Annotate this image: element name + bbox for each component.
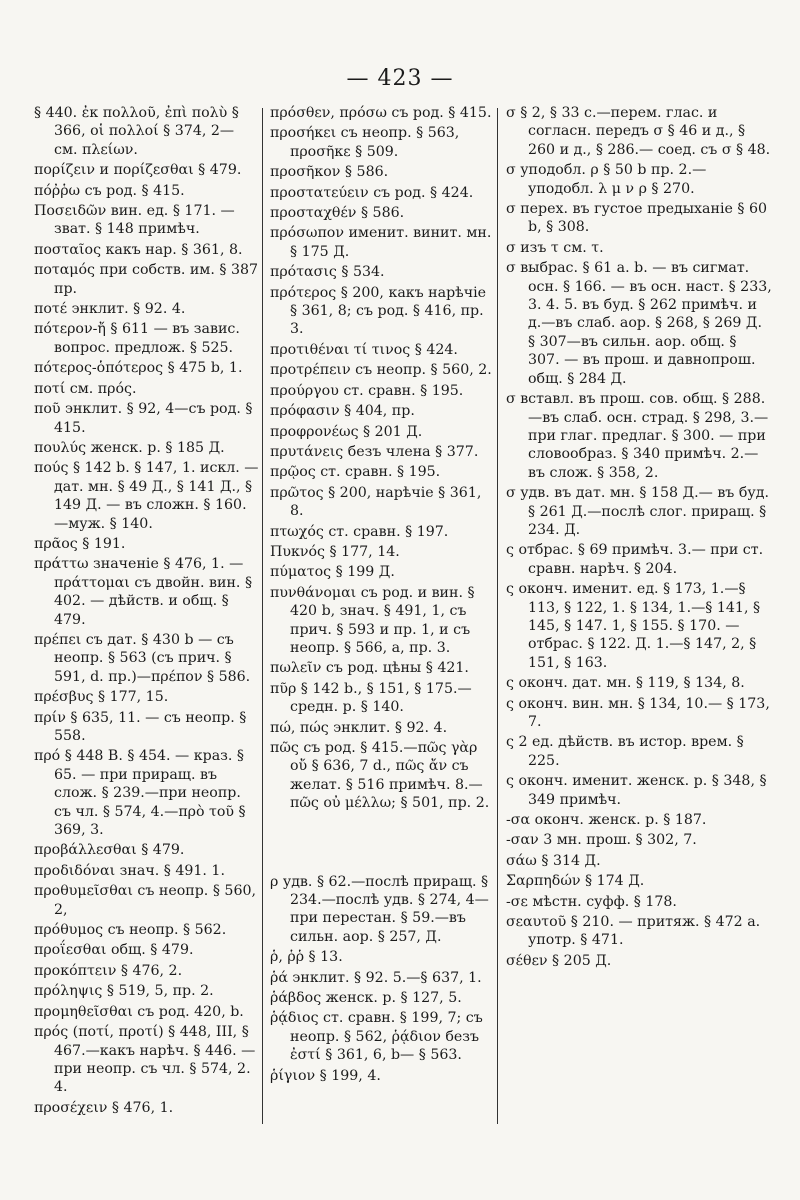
index-entry: προΐεσθαι общ. § 479. xyxy=(34,942,194,959)
index-entry: προσέχειν § 476, 1. xyxy=(34,1099,174,1116)
index-entry: πρῷος ст. сравн. § 195. xyxy=(270,464,441,481)
index-entry: ποῦ энклит. § 92, 4—съ род. § 415. xyxy=(34,401,253,436)
index-entry: πτωχός ст. сравн. § 197. xyxy=(270,523,449,540)
index-entry: σ § 2, § 33 с.—перем. глас. и согласн. передъ σ § 46 и д., § 260 и д., § 286.— соед. съ σ § 48. xyxy=(506,105,771,158)
index-entry: πρέσβυς § 177, 15. xyxy=(34,689,169,706)
index-entry: πρέπει съ дат. § 430 b — съ неопр. § 563 (съ прич. § 591, d. пр.)—πρέπον § 586. xyxy=(34,631,251,685)
index-entry: προσταχθέν § 586. xyxy=(270,205,405,222)
index-entry: Ποσειδῶν вин. ед. § 171. — зват. § 148 примѣч. xyxy=(34,203,235,238)
index-entry: πρότασις § 534. xyxy=(270,264,385,281)
index-entry: σ удв. въ дат. мн. § 158 Д.— въ буд. § 261 Д.—послѣ слог. приращ. § 234. Д. xyxy=(506,485,769,538)
index-entry: πούς § 142 b. § 147, 1. искл. —дат. мн. § 49 Д., § 141 Д., § 149 Д. — въ сложн. § 160.—муж. § 140. xyxy=(34,460,259,532)
index-entry: προσήκει съ неопр. § 563, προσῆκε § 509. xyxy=(270,125,460,160)
index-entry: προσῆκον § 586. xyxy=(270,164,389,181)
index-entry: -σαν 3 мн. прош. § 302, 7. xyxy=(506,832,697,849)
index-entry: ποσταῖος какъ нар. § 361, 8. xyxy=(34,241,243,258)
index-entry: πωλεῖν съ род. цѣны § 421. xyxy=(270,660,469,677)
index-entry: Σαρπηδών § 174 Д. xyxy=(506,873,645,890)
index-entry: σ изъ τ см. τ. xyxy=(506,239,604,256)
index-entry: πρῶτος § 200, нарѣчіе § 361, 8. xyxy=(270,484,482,520)
index-entry: σεαυτοῦ § 210. — притяж. § 472 а. употр. § 471. xyxy=(506,914,761,949)
index-column-2-rho xyxy=(270,873,496,1085)
index-column-3 xyxy=(506,104,772,972)
index-entry: σ уподобл. ρ § 50 b пр. 2.— уподобл. λ μ ν ρ § 270. xyxy=(506,162,707,197)
index-entry: Πυκνός § 177, 14. xyxy=(270,543,400,560)
index-entry: προστατεύειν съ род. § 424. xyxy=(270,184,474,201)
index-entry: προτρέπειν съ неопр. § 560, 2. xyxy=(270,362,492,379)
index-entry: πρόσωπον именит. винит. мн. § 175 Д. xyxy=(270,225,492,260)
index-entry: ῥίγιον § 199, 4. xyxy=(270,1067,381,1084)
index-entry: ς оконч. именит. женск. р. § 348, § 349 примѣч. xyxy=(506,773,767,808)
index-entry: ς оконч. вин. мн. § 134, 10.— § 173, 7. xyxy=(506,695,770,730)
index-entry: σάω § 314 Д. xyxy=(506,852,601,869)
index-entry: πύματος § 199 Д. xyxy=(270,564,395,581)
index-entry: πρυτάνεις безъ члена § 377. xyxy=(270,443,479,460)
index-entry: ς оконч. именит. ед. § 173, 1.—§ 113, § 122, 1. § 134, 1.—§ 141, § 145, § 147. 1, § 155. § 170. — отбрас. § 122. Д. 1.—§ 147, 2, § 151, § 163. xyxy=(506,581,761,671)
index-entry: προκόπτειν § 476, 2. xyxy=(34,962,183,979)
index-entry: σέθεν § 205 Д. xyxy=(506,952,612,969)
index-entry: ς оконч. дат. мн. § 119, § 134, 8. xyxy=(506,675,745,692)
index-entry: προθυμεῖσθαι съ неопр. § 560, 2, xyxy=(34,883,257,918)
index-entry: ς 2 ед. дѣйств. въ истор. врем. § 225. xyxy=(506,734,744,769)
index-entry: πρότερος § 200, какъ нарѣчіе § 361, 8; съ род. § 416, пр. 3. xyxy=(270,284,487,338)
index-entry: ῥᾴδιος ст. сравн. § 199, 7; съ неопр. § 562, ῥᾴδιον безъ ἐστί § 361, 6, b— § 563. xyxy=(270,1010,483,1064)
column-divider xyxy=(497,108,498,1124)
index-entry: πρᾶος § 191. xyxy=(34,535,126,552)
index-entry: ῥά энклит. § 92. 5.—§ 637, 1. xyxy=(270,969,482,986)
index-entry: πρόφασιν § 404, пр. xyxy=(270,403,415,420)
index-entry: πρόσθεν, πρόσω съ род. § 415. xyxy=(270,105,492,121)
index-entry: πρό § 448 В. § 454. — краз. § 65. — при приращ. въ слож. § 239.—при неопр. съ чл. § 574, 4.—πρὸ τοῦ § 369, 3. xyxy=(34,748,246,839)
index-entry: προφρονέως § 201 Д. xyxy=(270,423,423,440)
index-entry: ποτί см. πρός. xyxy=(34,380,137,397)
index-entry: πότερον-ἤ § 611 — въ завис. вопрос. предлож. § 525. xyxy=(34,321,240,356)
index-entry: πρός (ποτί, προτί) § 448, III, § 467.—какъ нарѣч. § 446. —при неопр. съ чл. § 574, 2. 4. xyxy=(34,1024,256,1096)
index-entry: ποτέ энклит. § 92. 4. xyxy=(34,301,186,318)
index-entry: προμηθεῖσθαι съ род. 420, b. xyxy=(34,1003,244,1020)
index-entry: πῶς съ род. § 415.—πῶς γὰρ οὔ § 636, 7 d., πῶς ἄν съ желат. § 516 примѣч. 8.— πῶς οὐ μέλλω; § 501, пр. 2. xyxy=(270,740,490,812)
index-entry: ποταμός при собств. им. § 387 пр. xyxy=(34,262,259,297)
index-entry: πώ, πώς энклит. § 92. 4. xyxy=(270,719,448,736)
index-column-2 xyxy=(270,104,496,1087)
index-entry: πρόληψις § 519, 5, пр. 2. xyxy=(34,983,214,1000)
index-column-1 xyxy=(34,104,260,1119)
index-entry: ῥ, ῥῥ § 13. xyxy=(270,949,343,966)
index-entry: προτιθέναι τί τινος § 424. xyxy=(270,341,458,358)
index-entry: ῥάβδος женск. р. § 127, 5. xyxy=(270,990,462,1007)
index-entry: § 440. ἐκ πολλοῦ, ἐπὶ πολὺ § 366, οἱ πολλοί § 374, 2— см. πλείων. xyxy=(34,105,239,158)
index-entry: σ перех. въ густое предыханіе § 60 b, § 308. xyxy=(506,201,768,236)
index-entry: πρόθυμος съ неопр. § 562. xyxy=(34,922,227,939)
index-entry: σ выбрас. § 61 а. b. — въ сигмат. осн. § 166. — въ осн. наст. § 233, 3. 4. 5. въ буд. § 262 примѣч. и д.—въ слаб. аор. § 268, § 269 Д. § 307—въ сильн. аор. общ. § 307. — въ прош. и давнопрош. общ. § 284 Д. xyxy=(506,260,772,387)
index-entry: προύργου ст. сравн. § 195. xyxy=(270,382,464,399)
index-column-2-top xyxy=(270,104,496,813)
index-entry: πυνθάνομαι съ род. и вин. § 420 b, знач. § 491, 1, съ прич. § 593 и пр. 1, и съ неопр. § 566, а, пр. 3. xyxy=(270,584,475,656)
index-entry: ρ удв. § 62.—послѣ приращ. § 234.—послѣ удв. § 274, 4—при перестан. § 59.—въ сильн. аор. § 257, Д. xyxy=(270,873,489,945)
column-divider xyxy=(262,108,263,1124)
index-entry: σ вставл. въ прош. сов. общ. § 288.—въ слаб. осн. страд. § 298, 3.—при глаг. предлаг. § 300. — при словообраз. § 340 примѣч. 2.—въ слож. § 358, 2. xyxy=(506,391,769,481)
index-entry: πουλύς женск. р. § 185 Д. xyxy=(34,439,225,456)
index-entry: πρίν § 635, 11. — съ неопр. § 558. xyxy=(34,709,247,744)
index-entry: -σε мѣстн. суфф. § 178. xyxy=(506,893,677,910)
index-entry: προδιδόναι знач. § 491. 1. xyxy=(34,862,225,879)
index-entry: προβάλλεσθαι § 479. xyxy=(34,842,185,859)
index-entry: πορίζειν и πορίζεσθαι § 479. xyxy=(34,162,242,179)
index-entry: πῦρ § 142 b., § 151, § 175.— средн. р. § 140. xyxy=(270,680,472,716)
index-entry: πράττω значеніе § 476, 1. — πράττομαι съ двойн. вин. § 402. — дѣйств. и общ. § 479. xyxy=(34,556,253,628)
index-entry: πόῤῥω съ род. § 415. xyxy=(34,182,185,199)
index-entry: ς отбрас. § 69 примѣч. 3.— при ст. сравн. нарѣч. § 204. xyxy=(506,542,764,577)
index-entry: -σα оконч. женск. р. § 187. xyxy=(506,812,707,829)
page-number: — 423 — xyxy=(346,66,454,91)
section-gap xyxy=(270,815,496,873)
index-entry: πότερος-ὁπότερος § 475 b, 1. xyxy=(34,360,243,377)
